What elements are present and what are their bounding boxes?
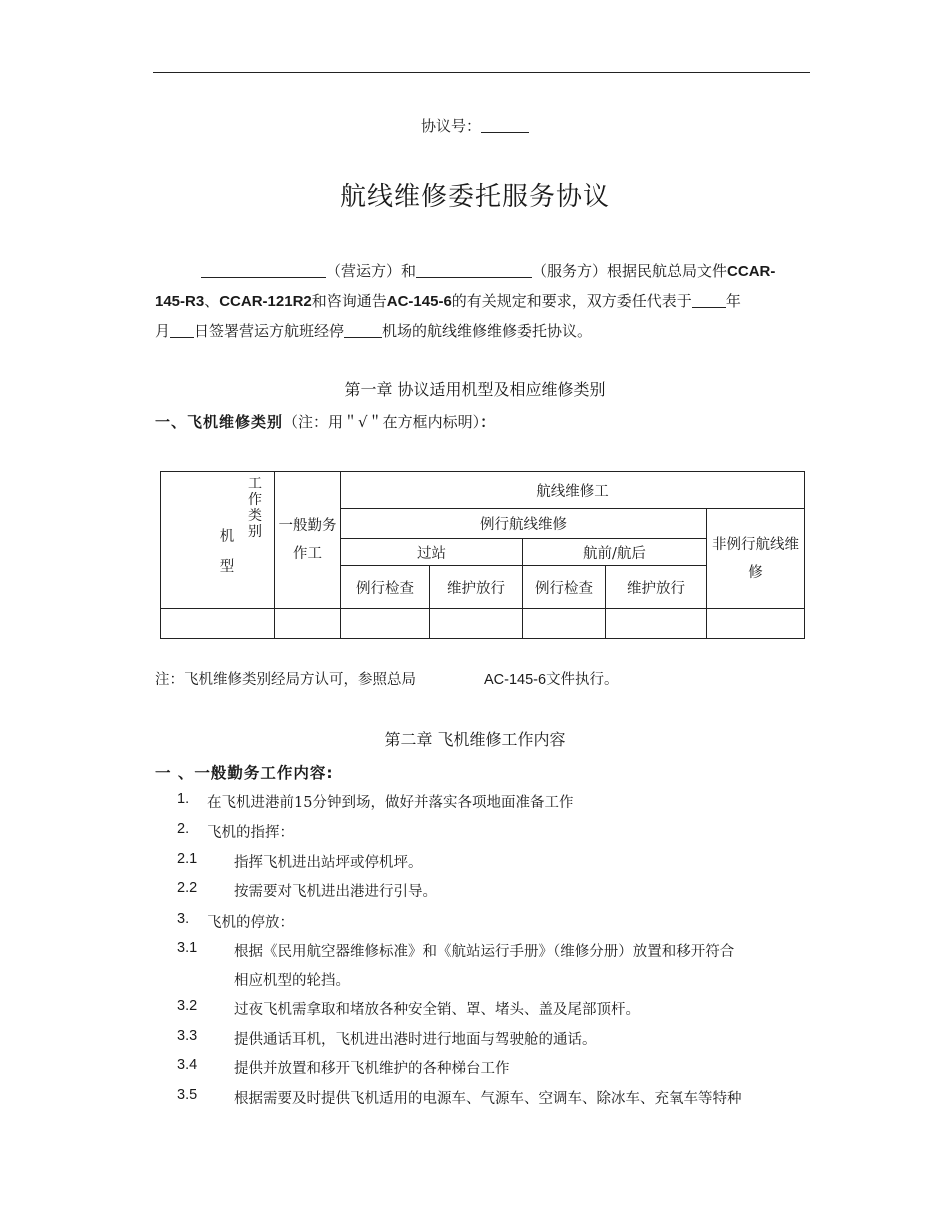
item-number: 2.1: [177, 851, 198, 867]
section-1-colon: ：: [480, 413, 497, 431]
checkbox-cell-general-duty[interactable]: [275, 609, 341, 639]
item-number: 1.: [177, 791, 190, 807]
header-transit-routine-check: 例行检查: [341, 566, 430, 609]
separator: 、: [204, 292, 220, 310]
section-1-title: 一、飞机维修类别: [155, 413, 284, 431]
agreement-number-blank: [481, 118, 529, 133]
chapter-2-heading: 第二章 飞机维修工作内容: [384, 730, 566, 749]
item-number: 2.: [177, 821, 190, 837]
header-transit: 过站: [341, 539, 523, 566]
preamble-end: 机场的航线维修维修委托协议。: [382, 322, 593, 340]
checkbox-cell-transit-release[interactable]: [430, 609, 523, 639]
preamble-mid: 和咨询通告: [311, 292, 387, 310]
item-number: 3.: [177, 911, 190, 927]
item-number: 2.2: [177, 880, 198, 896]
non-routine-label: 非例行航线维修: [712, 536, 799, 581]
work-category-label: 工作类别: [248, 476, 262, 540]
item-text: 根据《民用航空器维修标准》和《航站运行手册》（维修分册）放置和移开符合: [234, 944, 735, 960]
header-routine-line: 例行航线维修: [341, 509, 707, 539]
year-label: 年: [725, 292, 741, 310]
preamble-line-1: [155, 256, 810, 287]
doc-ref-ccar145-cont: 145-R3: [155, 293, 205, 310]
preamble-line-2: [155, 286, 810, 317]
header-pre-post-flight: 航前/航后: [523, 539, 707, 566]
checkbox-cell-model[interactable]: [161, 609, 275, 639]
item-text: 飞机的指挥：: [207, 825, 294, 841]
item-text: 飞机的停放：: [207, 915, 294, 931]
item-number: 3.1: [177, 940, 198, 956]
item-number: 3.3: [177, 1028, 198, 1044]
note-text-a: 注：飞机维修类别经局方认可，参照总局: [155, 672, 416, 688]
doc-ref-ac145: AC-145-6: [386, 293, 452, 310]
agreement-number-label: 协议号：: [420, 117, 481, 135]
doc-ref-ccar145: CCAR-: [727, 263, 776, 280]
item-text: 指挥飞机进出站坪或停机坪。: [234, 855, 423, 871]
checkbox-cell-transit-check[interactable]: [341, 609, 430, 639]
top-rule: [153, 72, 810, 73]
chapter-2-section-1-title: 一 、一般勤务工作内容:: [155, 764, 334, 782]
year-blank: [692, 293, 726, 308]
chapter-2-section-1: [155, 761, 334, 783]
month-label: 月: [155, 322, 171, 340]
document-title: 航线维修委托服务协议: [339, 182, 610, 212]
section-1-heading: [155, 411, 496, 432]
party-b-blank: [416, 263, 532, 278]
header-pp-maint-release: 维护放行: [606, 566, 707, 609]
item-text: 根据需要及时提供飞机适用的电源车、气源车、空调车、除冰车、充氧车等特种: [234, 1091, 742, 1107]
item-number: 3.5: [177, 1087, 198, 1103]
note-text-b: 文件执行。: [546, 672, 619, 688]
party-b-text: （服务方）根据民航总局文件: [532, 262, 728, 280]
note-line: [155, 668, 619, 689]
header-pp-routine-check: 例行检查: [523, 566, 606, 609]
party-a-blank: [201, 263, 326, 278]
day-label: 日签署营运方航班经停: [194, 322, 345, 340]
party-a-text: （营运方）和: [326, 262, 417, 280]
header-general-duty: [275, 472, 341, 609]
model-label: 机 型: [219, 529, 235, 575]
preamble-line-3: [155, 316, 810, 346]
maintenance-category-table: [160, 471, 805, 639]
day-blank: [170, 323, 194, 338]
header-transit-maint-release: 维护放行: [430, 566, 523, 609]
chapter-1-heading: 第一章 协议适用机型及相应维修类别: [344, 380, 606, 399]
item-text: 在飞机进港前15分钟到场，做好并落实各项地面准备工作: [207, 795, 574, 811]
item-text: 提供并放置和移开飞机维护的各种梯台工作: [234, 1061, 510, 1077]
header-model-work-category: [161, 472, 275, 609]
section-1-note: （注：用＂√＂在方框内标明）: [283, 413, 481, 431]
item-text: 过夜飞机需拿取和堵放各种安全销、罩、堵头、盖及尾部顶杆。: [234, 1002, 640, 1018]
general-duty-label: 一般勤务作工: [278, 518, 337, 562]
note-doc-ref: AC-145-6: [484, 672, 547, 688]
doc-ref-ccar121: CCAR-121R2: [219, 293, 312, 310]
item-number: 3.2: [177, 998, 198, 1014]
item-number: 3.4: [177, 1057, 198, 1073]
checkbox-cell-pp-check[interactable]: [523, 609, 606, 639]
checkbox-cell-pp-release[interactable]: [606, 609, 707, 639]
preamble-tail: 的有关规定和要求，双方委任代表于: [451, 292, 692, 310]
header-line-maintenance: 航线维修工: [341, 472, 805, 509]
item-text: 按需要对飞机进出港进行引导。: [234, 884, 437, 900]
header-non-routine: [707, 509, 805, 609]
airport-blank: [344, 323, 382, 338]
agreement-number: [0, 115, 950, 136]
item-text: 提供通话耳机，飞机进出港时进行地面与驾驶舱的通话。: [234, 1032, 597, 1048]
item-text-continued: 相应机型的轮挡。: [234, 973, 350, 989]
checkbox-cell-non-routine[interactable]: [707, 609, 805, 639]
